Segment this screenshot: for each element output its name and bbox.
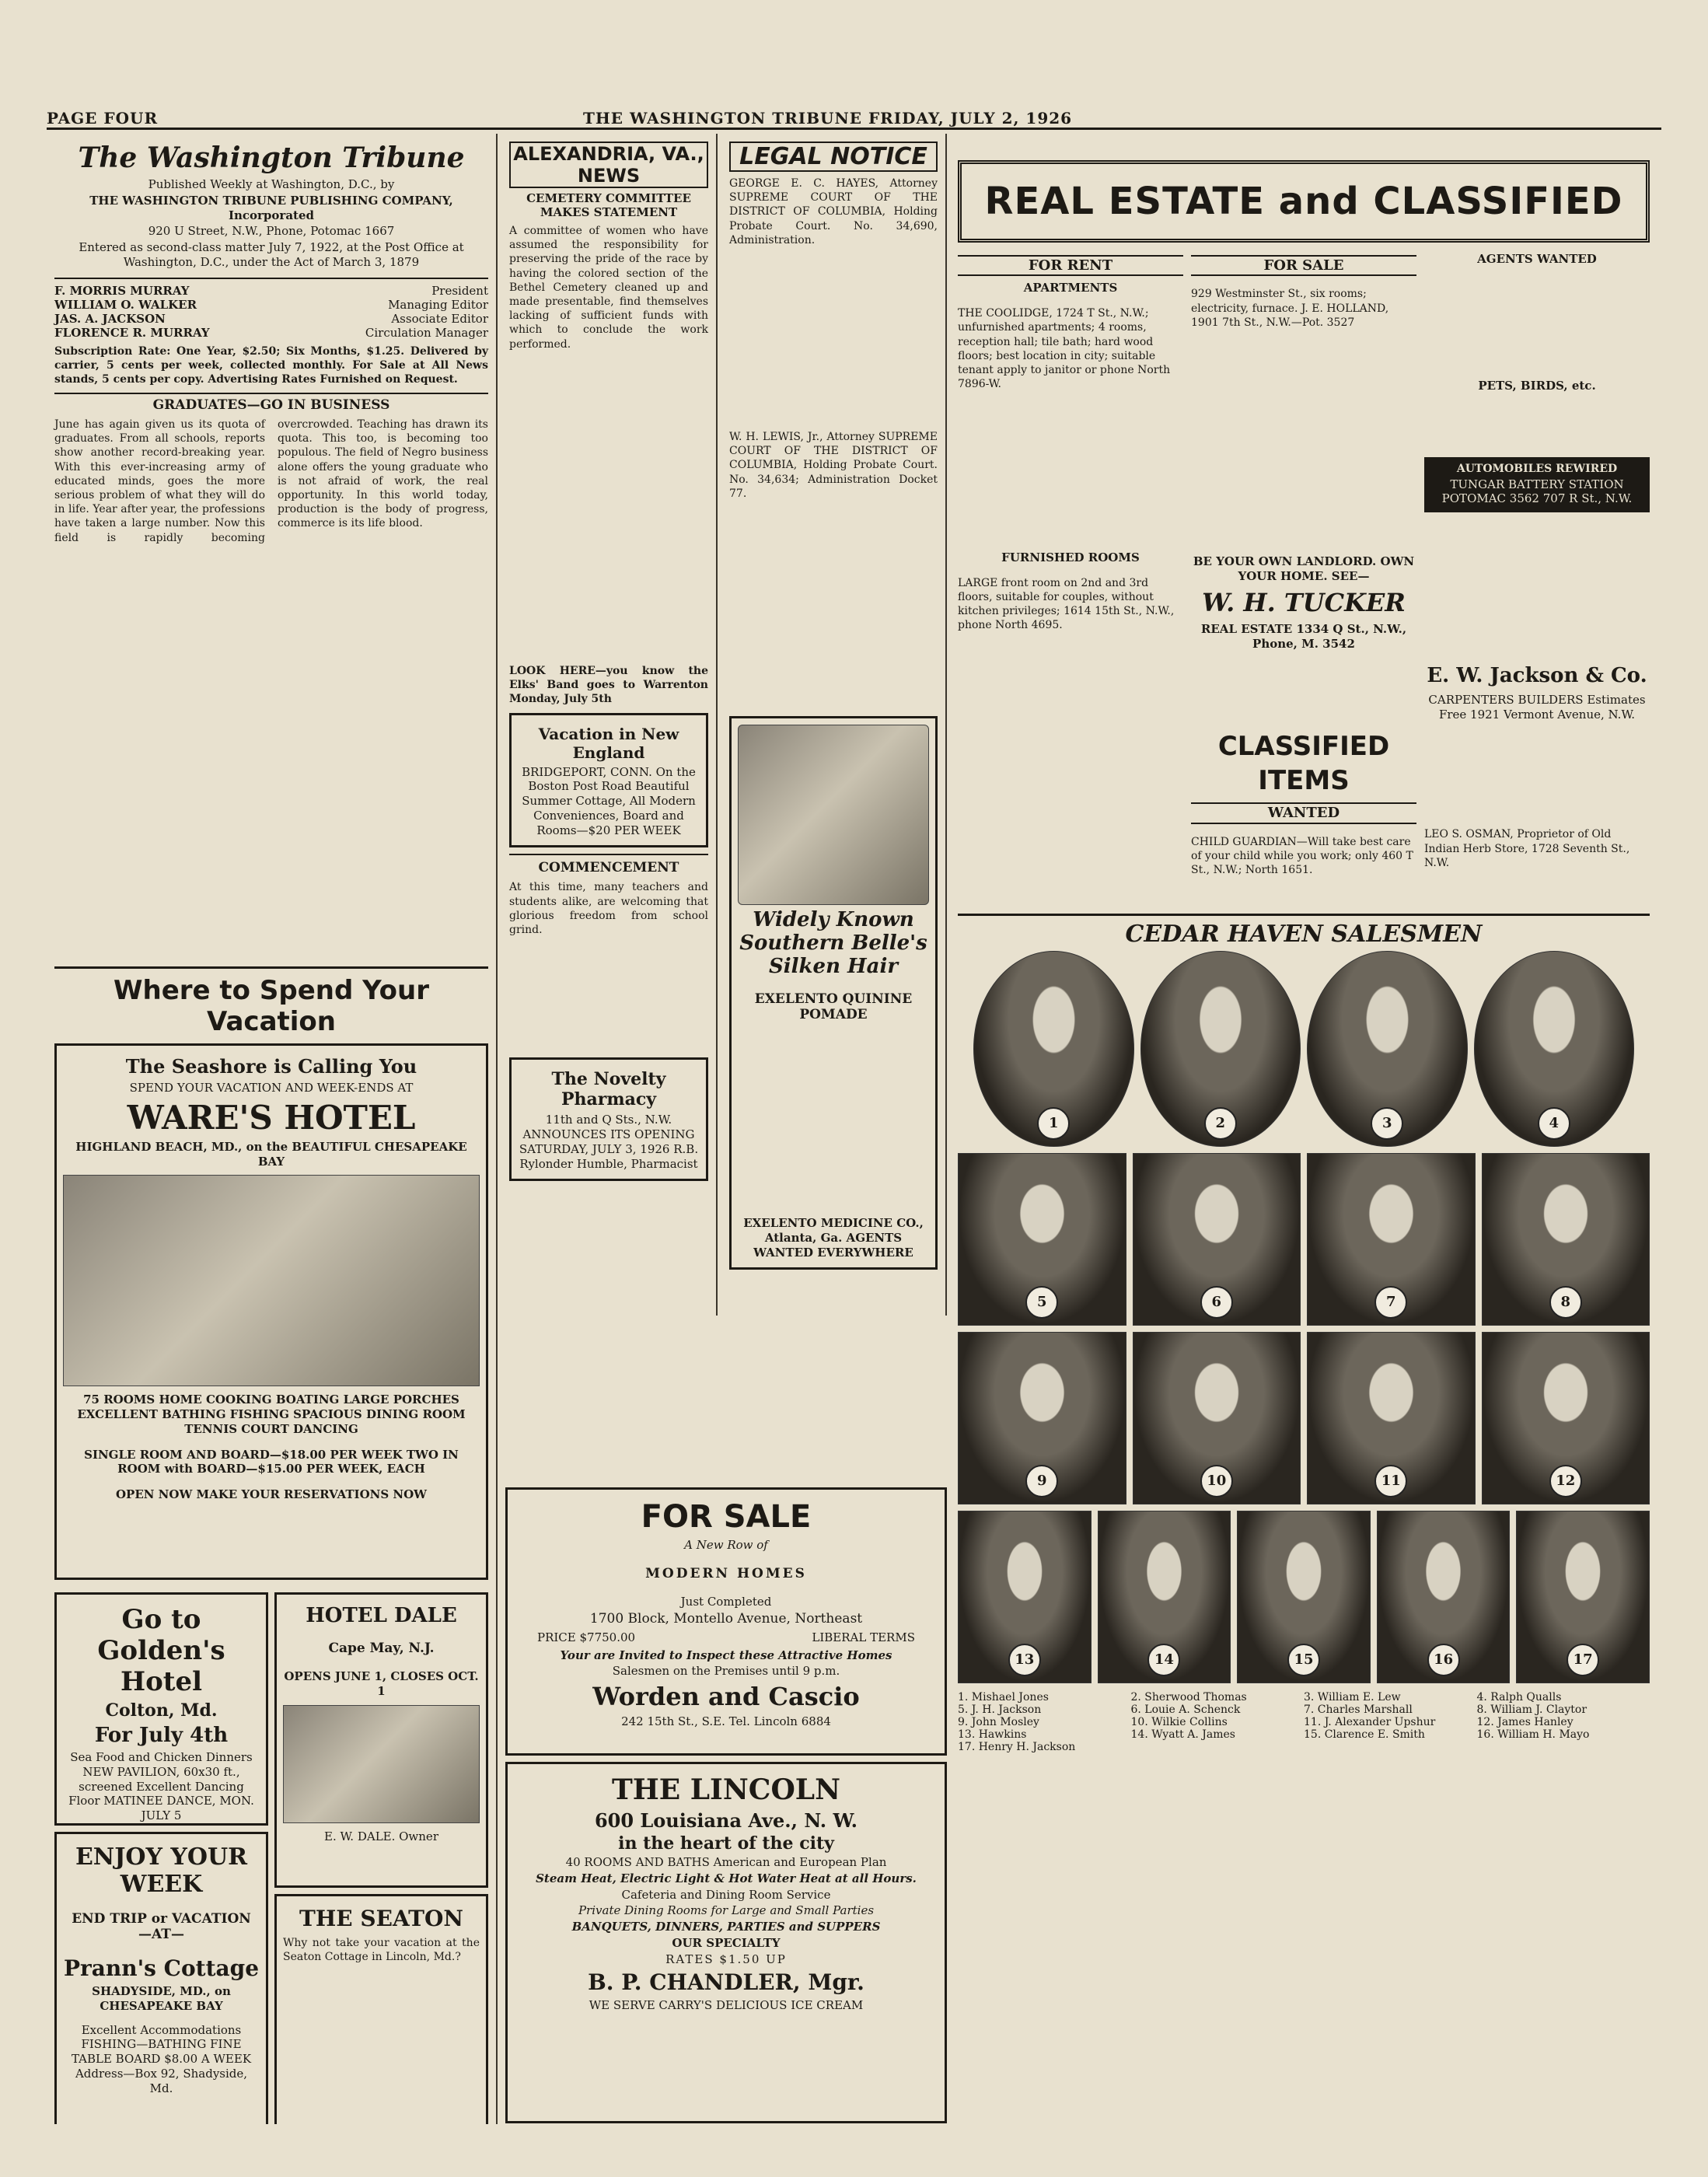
salesmen-names [958, 1691, 1650, 1753]
furnished-heading: FURNISHED ROOMS [1001, 550, 1140, 565]
vacation-heading: Where to Spend Your Vacation [54, 966, 488, 1037]
lincoln-line6: OUR SPECIALTY [672, 1935, 781, 1950]
salesman-name: 8. William J. Claytor [1476, 1703, 1587, 1716]
goldens-text: Sea Food and Chicken Dinners NEW PAVILION, 60x30 ft., screened Excellent Dancing Floor MATINEE DANCE, MON. JULY 5 [68, 1750, 254, 1823]
commencement-text: At this time, many teachers and students alike, are welcoming that glorious freedom from school grind. [509, 881, 708, 936]
goldens-place: Colton, Md. [105, 1700, 218, 1721]
dateline: THE WASHINGTON TRIBUNE FRIDAY, JULY 2, 1926 [583, 109, 1073, 128]
subscription-rates: Subscription Rate: One Year, $2.50; Six Months, $1.25. Delivered by carrier, 5 cents per week, collected monthly. For Sale at All News stands, 5 cents per copy. Advertising Rates Furnished on Request. [54, 344, 488, 386]
salesman-photo: 9 [958, 1332, 1126, 1504]
salesman-photo: 15 [1237, 1511, 1371, 1683]
wanted-heading: WANTED [1191, 802, 1416, 823]
salesman-photo: 1 [973, 951, 1134, 1147]
autos-title: AUTOMOBILES REWIRED [1456, 462, 1618, 475]
salesman-photo: 7 [1307, 1153, 1476, 1326]
salesmen-row-4 [958, 1511, 1650, 1683]
exelento-ad [729, 716, 938, 1270]
homes-built: Just Completed [680, 1594, 772, 1609]
wares-hotel-photo [63, 1175, 480, 1386]
homes-price: PRICE $7750.00 [537, 1630, 636, 1644]
wares-place: HIGHLAND BEACH, MD., on the BEAUTIFUL CHESAPEAKE BAY [75, 1139, 467, 1169]
wares-features: 75 ROOMS HOME COOKING BOATING LARGE PORCHES EXCELLENT BATHING FISHING SPACIOUS DINING ROOM TENNIS COURT DANCING [77, 1393, 466, 1436]
homes-location: 1700 Block, Montello Avenue, Northeast [589, 1610, 863, 1627]
jackson-name: E. W. Jackson & Co. [1427, 664, 1647, 688]
staff-list [54, 278, 488, 340]
dale-title: HOTEL DALE [306, 1604, 457, 1628]
homes-salesmen: Salesmen on the Premises until 9 p.m. [612, 1664, 840, 1679]
elks-notice: LOOK HERE—you know the Elks' Band goes to Warrenton Monday, July 5th [509, 665, 708, 706]
tucker-name: W. H. TUCKER [1202, 587, 1406, 617]
page-masthead [47, 109, 1661, 130]
novelty-title: The Novelty Pharmacy [551, 1069, 666, 1110]
salesman-name: 7. Charles Marshall [1304, 1703, 1413, 1716]
classified-col-3 [1424, 250, 1650, 898]
flag-line-3: Entered as second-class matter July 7, 1922, at the Post Office at Washington, D.C., under the Act of March 3, 1879 [79, 240, 464, 269]
cemetery-title: CEMETERY COMMITTEE MAKES STATEMENT [526, 191, 691, 219]
pranns-place: SHADYSIDE, MD., on CHESAPEAKE BAY [92, 1984, 231, 2013]
goldens-hotel-ad [54, 1592, 268, 1826]
bridgeport-text: BRIDGEPORT, CONN. On the Boston Post Road Beautiful Summer Cottage, All Modern Conveniences, Board and Rooms—$20 PER WEEK [522, 764, 696, 837]
wanted-text: CHILD GUARDIAN—Will take best care of your child while you work; only 460 T St., N.W.; North 1651. [1191, 835, 1413, 877]
seaton-text: Why not take your vacation at the Seaton Cottage in Lincoln, Md.? [283, 1937, 480, 1964]
bridgeport-title: Vacation in New England [538, 724, 679, 762]
flag-title: The Washington Tribune [78, 142, 465, 174]
salesmen-row-3 [958, 1332, 1650, 1504]
legal-heading: LEGAL NOTICE [729, 142, 938, 172]
salesmen-section [958, 914, 1650, 1753]
lincoln-footer: WE SERVE CARRY'S DELICIOUS ICE CREAM [589, 1998, 864, 2013]
salesman-name: 17. Henry H. Jackson [958, 1740, 1076, 1753]
classified-items-heading: CLASSIFIED ITEMS [1217, 730, 1390, 797]
staff-row: JAS. A. JACKSON Associate Editor [54, 311, 488, 326]
legal-notice-2: W. H. LEWIS, Jr., Attorney SUPREME COURT OF THE DISTRICT OF COLUMBIA, Holding Probate Court. No. 34,634; Administration Docket 77. [729, 431, 938, 500]
legal-notice-1: GEORGE E. C. HAYES, Attorney SUPREME COURT OF THE DISTRICT OF COLUMBIA, Holding Probate Court. No. 34,690, Administration. [729, 177, 938, 246]
lincoln-line5: BANQUETS, DINNERS, PARTIES and SUPPERS [571, 1920, 881, 1934]
center-ads [505, 1481, 947, 2130]
hotel-dale-ad [274, 1592, 488, 1888]
staff-row: WILLIAM O. WALKER Managing Editor [54, 297, 488, 312]
homes-title: FOR SALE [641, 1499, 812, 1535]
novelty-text: 11th and Q Sts., N.W. ANNOUNCES ITS OPENING SATURDAY, JULY 3, 1926 R.B. Rylonder Humble, Pharmacist [519, 1113, 699, 1171]
wares-name: WARE'S HOTEL [127, 1098, 416, 1137]
editorial-text: June has again given us its quota of graduates. From all schools, reports show another record-breaking year. With this ever-increasing army of educated minds, goes the more serious problem of what they will do in life. Year after year, the professions have taken a large number. Now this field is rapidly becoming overcrowded. Teaching has drawn its quota. This too, is becoming too populous. The field of Negro business alone offers the young graduate who is not afraid of work, the real opportunity. In this world today, production is the body of progress, commerce is its life blood. [54, 418, 488, 544]
hotel-dale-photo [283, 1705, 480, 1823]
salesman-name: 5. J. H. Jackson [958, 1703, 1042, 1716]
salesman-photo: 12 [1482, 1332, 1650, 1504]
homes-name: MODERN HOMES [645, 1565, 807, 1581]
page-label: PAGE FOUR [47, 109, 159, 128]
dale-dates: OPENS JUNE 1, CLOSES OCT. 1 [284, 1669, 479, 1698]
flag-line-0: Published Weekly at Washington, D.C., by [148, 177, 395, 191]
sale-text: 929 Westminster St., six rooms; electricity, furnace. J. E. HOLLAND, 1901 7th St., N.W.—Pot. 3527 [1191, 288, 1389, 329]
wares-rates: SINGLE ROOM AND BOARD—$18.00 PER WEEK TWO IN ROOM with BOARD—$15.00 PER WEEK, EACH [84, 1447, 459, 1476]
seaton-title: THE SEATON [299, 1906, 463, 1932]
wares-tagline: The Seashore is Calling You [125, 1055, 417, 1078]
apartments-heading: APARTMENTS [1023, 281, 1118, 295]
salesman-name: 6. Louie A. Schenck [1130, 1703, 1241, 1716]
real-estate-banner [958, 160, 1650, 243]
staff-row: F. MORRIS MURRAY President [54, 283, 488, 298]
salesman-photo: 13 [958, 1511, 1092, 1683]
lincoln-line2: Steam Heat, Electric Light & Hot Water Heat at all Hours. [536, 1871, 917, 1885]
flag-line-2: 920 U Street, N.W., Phone, Potomac 1667 [148, 224, 395, 239]
salesman-name: 3. William E. Lew [1304, 1690, 1401, 1704]
salesman-photo: 6 [1133, 1153, 1301, 1326]
salesman-photo: 3 [1307, 951, 1468, 1147]
classified-grid [958, 250, 1650, 898]
alexandria-heading: ALEXANDRIA, VA., NEWS [509, 142, 708, 188]
autos-ad [1424, 457, 1650, 513]
wares-cta: OPEN NOW MAKE YOUR RESERVATIONS NOW [115, 1487, 428, 1502]
pranns-name: Prann's Cottage [63, 1955, 260, 1982]
salesman-photo: 4 [1474, 951, 1635, 1147]
staff-row: FLORENCE R. MURRAY Circulation Manager [54, 325, 488, 340]
salesman-name: 1. Mishael Jones [958, 1690, 1049, 1704]
cemetery-text: A committee of women who have assumed the responsibility for preserving the pride of the race by having the colored section of the Bethel Cemetery cleaned up and made presentable, find themselves lacking of sufficient funds with which to conclude the work performed. [509, 225, 708, 351]
salesman-photo: 16 [1377, 1511, 1511, 1683]
lincoln-ad [505, 1762, 947, 2123]
classified-col-2 [1191, 250, 1416, 898]
pranns-title: ENJOY YOUR WEEK [75, 1843, 248, 1899]
salesman-photo: 17 [1516, 1511, 1650, 1683]
salesmen-heading: CEDAR HAVEN SALESMEN [958, 914, 1650, 948]
pranns-text: Excellent Accommodations FISHING—BATHING FINE TABLE BOARD $8.00 A WEEK Address—Box 92, Shadyside, Md. [71, 2022, 252, 2095]
homes-firm: Worden and Cascio [592, 1682, 860, 1711]
salesman-photo: 2 [1140, 951, 1301, 1147]
salesman-name: 14. Wyatt A. James [1130, 1728, 1235, 1741]
salesman-name: 2. Sherwood Thomas [1130, 1690, 1247, 1704]
classified-col-1 [958, 250, 1183, 898]
furnished-text: LARGE front room on 2nd and 3rd floors, suitable for couples, without kitchen privileges; 1614 15th St., N.W., phone North 4695. [958, 576, 1175, 632]
tucker-lead: BE YOUR OWN LANDLORD. OWN YOUR HOME. SEE— [1193, 554, 1415, 584]
lincoln-tag: in the heart of the city [618, 1833, 834, 1854]
flag-line-1: THE WASHINGTON TRIBUNE PUBLISHING COMPANY, Incorporated [89, 193, 453, 222]
lincoln-line1: 40 ROOMS AND BATHS American and European Plan [565, 1855, 887, 1869]
homes-sub: A New Row of [684, 1538, 768, 1552]
salesmen-row-2 [958, 1153, 1650, 1326]
real-estate-title: REAL ESTATE and CLASSIFIED [984, 180, 1623, 223]
dale-owner: E. W. DALE. Owner [324, 1829, 438, 1843]
salesman-photo: 11 [1307, 1332, 1476, 1504]
salesman-name: 15. Clarence E. Smith [1304, 1728, 1425, 1741]
salesmen-row-1 [958, 951, 1650, 1147]
salesman-name: 12. James Hanley [1476, 1715, 1574, 1728]
seaton-ad [274, 1894, 488, 2124]
salesman-name: 11. J. Alexander Upshur [1304, 1715, 1436, 1728]
salesman-name: 16. William H. Mayo [1476, 1728, 1590, 1741]
lincoln-line4: Private Dining Rooms for Large and Small Parties [578, 1903, 875, 1918]
lincoln-line3: Cafeteria and Dining Room Service [621, 1887, 831, 1902]
homes-invite: Your are Invited to Inspect these Attractive Homes [560, 1648, 892, 1662]
bridgeport-ad [509, 713, 708, 848]
southern-belle-portrait [738, 725, 929, 905]
osman-text: LEO S. OSMAN, Proprietor of Old Indian Herb Store, 1728 Seventh St., N.W. [1424, 828, 1630, 869]
dale-place: Cape May, N.J. [328, 1641, 435, 1657]
lincoln-title: THE LINCOLN [611, 1773, 841, 1806]
jackson-sub: CARPENTERS BUILDERS Estimates Free 1921 Vermont Avenue, N.W. [1428, 692, 1646, 722]
exelento-product: EXELENTO QUININE POMADE [754, 991, 913, 1022]
salesman-name: 9. John Mosley [958, 1715, 1039, 1728]
column-left [47, 134, 498, 2124]
pranns-cottage-ad [54, 1832, 268, 2124]
lincoln-manager: B. P. CHANDLER, Mgr. [588, 1969, 864, 1996]
commencement-title: COMMENCEMENT [509, 854, 708, 875]
column-legal [721, 134, 947, 1316]
wares-sub: SPEND YOUR VACATION AND WEEK-ENDS AT [129, 1081, 414, 1095]
homes-address: 242 15th St., S.E. Tel. Lincoln 6884 [621, 1714, 831, 1728]
tucker-sub: REAL ESTATE 1334 Q St., N.W., Phone, M. 3542 [1200, 622, 1407, 652]
agents-heading: AGENTS WANTED [1477, 252, 1597, 266]
goldens-date: For July 4th [94, 1724, 229, 1748]
column-alexandria [501, 134, 718, 1316]
pets-heading: PETS, BIRDS, etc. [1478, 378, 1596, 393]
wares-hotel-ad [54, 1043, 488, 1580]
novelty-pharmacy-ad [509, 1057, 708, 1181]
lincoln-rates: RATES $1.50 UP [665, 1952, 787, 1966]
autos-sub: TUNGAR BATTERY STATION POTOMAC 3562 707 R St., N.W. [1441, 477, 1633, 506]
pranns-sub: END TRIP or VACATION —AT— [72, 1911, 251, 1943]
goldens-title: Go to Golden's Hotel [97, 1604, 225, 1698]
salesman-photo: 5 [958, 1153, 1126, 1326]
salesman-photo: 10 [1133, 1332, 1301, 1504]
rent-text: THE COOLIDGE, 1724 T St., N.W.; unfurnished apartments; 4 rooms, reception hall; tile bath; hard wood floors; best location in city; suitable tenant apply to janitor or phone North 7896-W. [958, 307, 1171, 391]
salesman-photo: 8 [1482, 1153, 1650, 1326]
for-sale-heading: FOR SALE [1191, 255, 1416, 276]
salesman-name: 4. Ralph Qualls [1476, 1690, 1562, 1704]
exelento-title: Widely Known Southern Belle's Silken Hair [739, 908, 927, 978]
homes-terms: LIBERAL TERMS [812, 1630, 915, 1644]
editorial-title: GRADUATES—GO IN BUSINESS [152, 397, 390, 414]
salesman-photo: 14 [1098, 1511, 1231, 1683]
exelento-footer: EXELENTO MEDICINE CO., Atlanta, Ga. AGENTS WANTED EVERYWHERE [743, 1216, 924, 1260]
column-classified [950, 134, 1657, 2124]
salesman-name: 10. Wilkie Collins [1130, 1715, 1228, 1728]
lincoln-address: 600 Louisiana Ave., N. W. [594, 1809, 858, 1832]
modern-homes-ad [505, 1487, 947, 1756]
for-rent-heading: FOR RENT [958, 255, 1183, 276]
salesman-name: 13. Hawkins [958, 1728, 1027, 1741]
